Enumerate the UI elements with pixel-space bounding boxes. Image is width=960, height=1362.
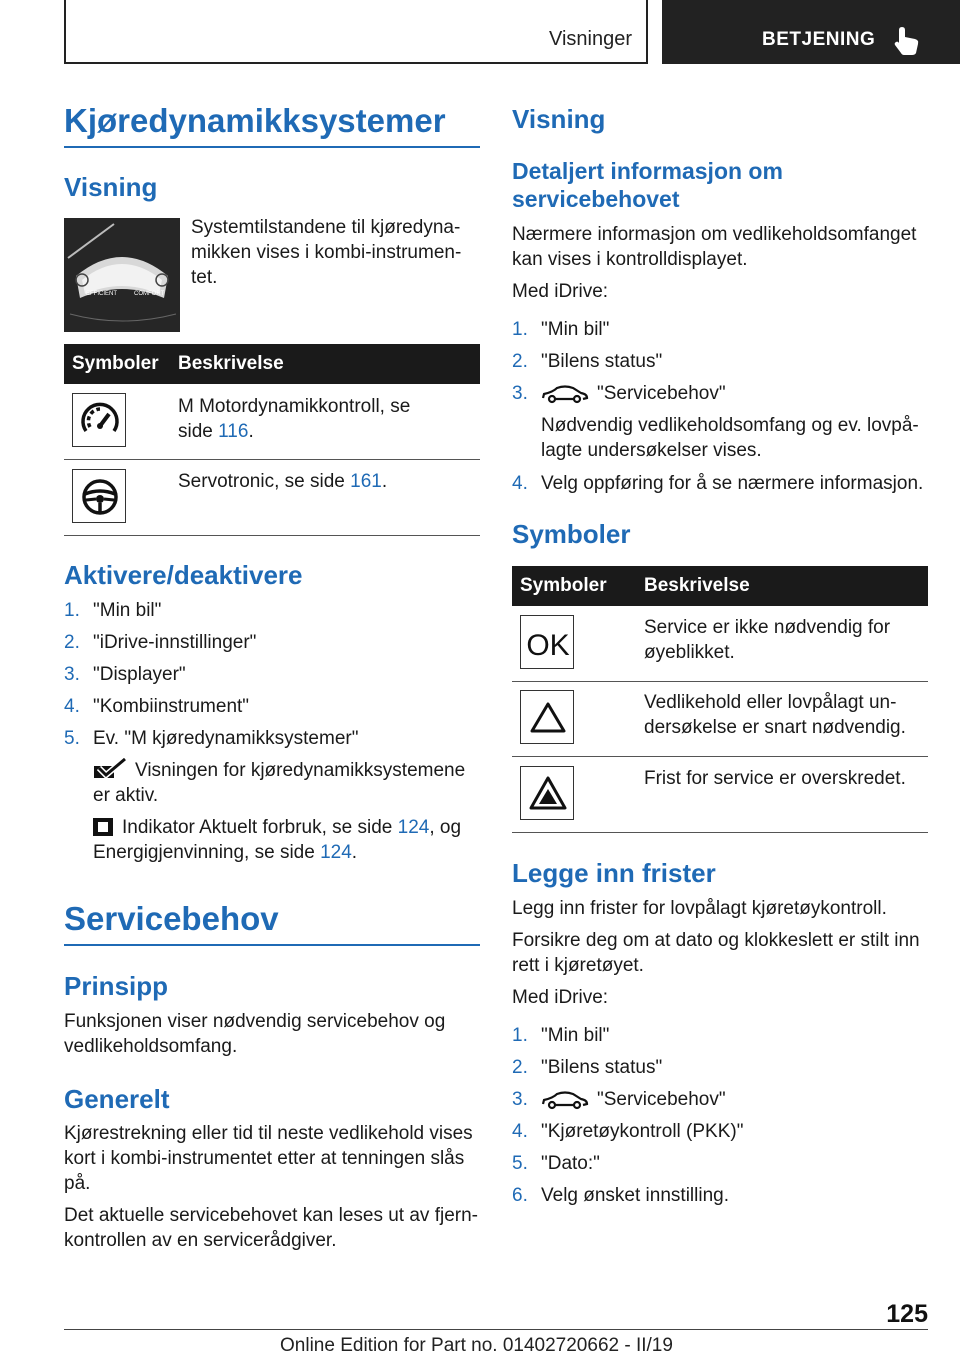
table1-bottom-rule xyxy=(64,535,480,536)
heading-generelt: Generelt xyxy=(64,1084,170,1114)
cluster-image xyxy=(64,218,180,332)
header-section-box xyxy=(64,0,648,64)
cluster-label-efficient: EFFICIENT xyxy=(86,291,117,297)
heading-symboler: Symboler xyxy=(512,519,631,549)
heading-detaljert-l1: Detaljert informasjon om xyxy=(512,158,783,184)
generelt-line1: Kjørestrekning eller tid til neste vedlikehold vises xyxy=(64,1123,473,1144)
square-indicator-icon xyxy=(93,818,113,836)
header-chapter-title: BETJENING xyxy=(762,29,876,50)
detail-line1: Nærmere informasjon om vedlikeholdsomfanget xyxy=(512,224,917,245)
table1-row1-line1: M Motordynamikkontroll, se xyxy=(178,396,411,417)
table2-header xyxy=(512,566,928,606)
heading-visning-left: Visning xyxy=(64,172,158,202)
steering-wheel-icon xyxy=(72,469,126,523)
note1-line2: er aktiv. xyxy=(93,785,159,806)
header-section-title: Visninger xyxy=(548,28,632,50)
generelt2-line1: Det aktuelle servicebehovet kan leses ut av fjern- xyxy=(64,1205,478,1226)
ok-icon xyxy=(520,615,574,669)
page-number: 125 xyxy=(886,1300,928,1328)
list1-sub-line2: lagte undersøkelser vises. xyxy=(541,440,762,461)
note2-line1: Indikator Aktuelt forbruk, se side 124, og xyxy=(122,817,462,838)
page-link-116[interactable]: 116 xyxy=(218,421,249,442)
med-idrive-2: Med iDrive: xyxy=(512,987,609,1008)
legge-line3: rett i kjøretøyet. xyxy=(512,955,644,976)
heading-detaljert-l2: servicebehovet xyxy=(512,186,680,212)
legge-line1: Legg inn frister for lovpålagt kjøretøykontroll. xyxy=(512,898,887,919)
note2-line2: Energigjenvinning, se side 124. xyxy=(93,842,358,863)
gauge-icon xyxy=(72,393,126,447)
svg-text:OK: OK xyxy=(526,629,570,662)
detail-line2: kan vises i kontrolldisplayet. xyxy=(512,249,748,270)
car-icon xyxy=(541,384,589,404)
page-link-124a[interactable]: 124 xyxy=(397,817,430,838)
table1-header xyxy=(64,344,480,384)
footer-edition: Online Edition for Part no. 01402720662 - II/19 xyxy=(280,1335,673,1356)
list1-sub-line1: Nødvendig vedlikeholdsomfang og ev. lovpå- xyxy=(541,415,919,436)
car-icon xyxy=(541,1090,589,1110)
table2-row-divider xyxy=(512,681,928,682)
table1-row2-line1: Servotronic, se side 161. xyxy=(178,471,388,492)
table2-row3-line1: Frist for service er overskredet. xyxy=(644,768,906,789)
table2-row-divider xyxy=(512,756,928,757)
table1-col-symboler: Symboler xyxy=(72,353,159,374)
heading-legge-inn-frister: Legge inn frister xyxy=(512,858,716,888)
footer-rule xyxy=(64,1329,928,1330)
cluster-label-comfort: COMFORT xyxy=(134,291,165,297)
page-link-124b[interactable]: 124 xyxy=(320,842,352,863)
heading-aktivere: Aktivere/deaktivere xyxy=(64,560,303,590)
title-rule xyxy=(64,146,480,148)
prinsipp-line1: Funksjonen viser nødvendig servicebehov og xyxy=(64,1011,446,1032)
note1-line1: Visningen for kjøredynamikksystemene xyxy=(135,760,466,781)
title-rule xyxy=(64,944,480,946)
heading-prinsipp: Prinsipp xyxy=(64,971,169,1001)
warning-outline-icon xyxy=(520,690,574,744)
generelt2-line2: kontrollen av en servicerådgiver. xyxy=(64,1230,337,1251)
visning-text-l2: mikken vises i kombi-instrumen- xyxy=(191,242,462,263)
table1-col-beskrivelse: Beskrivelse xyxy=(178,353,284,374)
table2-row2-line1: Vedlikehold eller lovpålagt un- xyxy=(644,692,897,713)
table2-col-beskrivelse: Beskrivelse xyxy=(644,575,750,596)
visning-text-l1: Systemtilstandene til kjøredyna- xyxy=(191,217,461,238)
heading-visning-right: Visning xyxy=(512,104,606,134)
med-idrive-1: Med iDrive: xyxy=(512,281,609,302)
warning-filled-icon xyxy=(520,766,574,820)
table2-row1-line2: øyeblikket. xyxy=(644,642,735,663)
generelt-line2: kort i kombi-instrumentet etter at tenningen slås xyxy=(64,1148,465,1169)
generelt-line3: på. xyxy=(64,1173,91,1194)
table2-col-symboler: Symboler xyxy=(520,575,607,596)
prinsipp-line2: vedlikeholdsomfang. xyxy=(64,1036,238,1057)
table1-row-divider xyxy=(64,459,480,460)
table2-bottom-rule xyxy=(512,832,928,833)
page-link-161[interactable]: 161 xyxy=(350,471,382,492)
section-title-kjoredynamikk: Kjøredynamikksystemer xyxy=(64,102,446,139)
legge-line2: Forsikre deg om at dato og klokkeslett er stilt inn xyxy=(512,930,920,951)
table2-row2-line2: dersøkelse er snart nødvendig. xyxy=(644,717,906,738)
table1-row1-line2: side 116. xyxy=(178,421,254,442)
section-title-servicebehov: Servicebehov xyxy=(64,900,279,937)
visning-text-l3: tet. xyxy=(191,267,218,288)
hand-pointer-icon xyxy=(893,26,921,56)
table2-row1-line1: Service er ikke nødvendig for xyxy=(644,617,891,638)
checkbox-checked-icon xyxy=(93,758,127,780)
